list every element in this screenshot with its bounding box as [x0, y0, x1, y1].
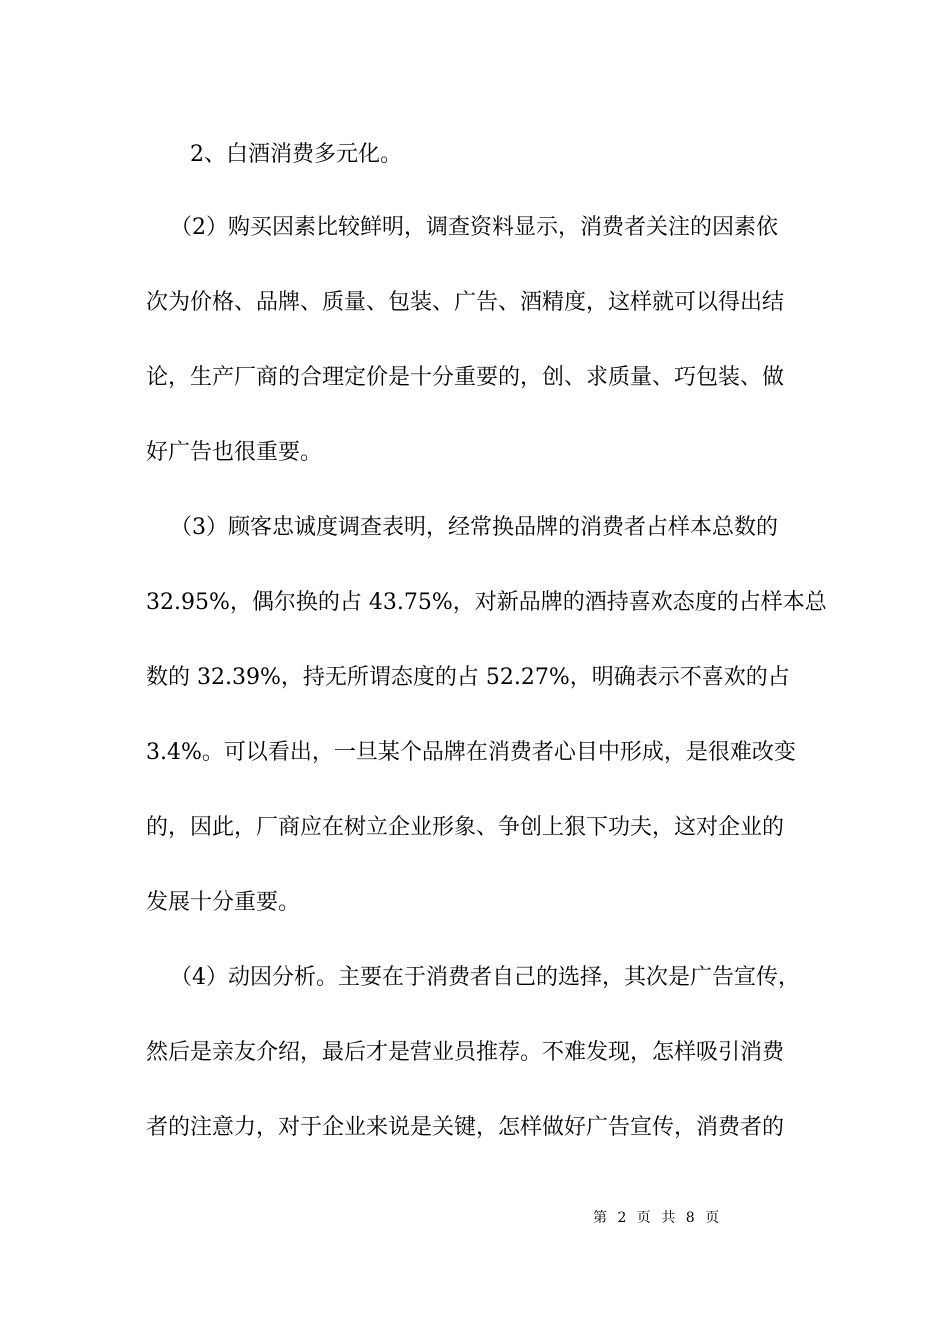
text-line: （2）购买因素比较鲜明，调查资料显示，消费者关注的因素依: [170, 215, 778, 240]
text-line: 的，因此，厂商应在树立企业形象、争创上狠下功夫，这对企业的: [146, 815, 785, 840]
text-line: 32.95%，偶尔换的占 43.75%，对新品牌的酒持喜欢态度的占样本总: [146, 590, 827, 615]
text-line: 次为价格、品牌、质量、包装、广告、酒精度，这样就可以得出结: [146, 290, 785, 315]
text-line: 3.4%。可以看出，一旦某个品牌在消费者心目中形成，是很难改变: [146, 740, 796, 765]
text-line: 数的 32.39%，持无所谓态度的占 52.27%，明确表示不喜欢的占: [146, 665, 790, 690]
text-line: 发展十分重要。: [146, 890, 301, 915]
text-line: 论，生产厂商的合理定价是十分重要的，创、求质量、巧包装、做: [146, 365, 785, 390]
text-line: （3）顾客忠诚度调查表明，经常换品牌的消费者占样本总数的: [170, 515, 778, 540]
text-line: 然后是亲友介绍，最后才是营业员推荐。不难发现，怎样吸引消费: [146, 1040, 785, 1065]
heading-line: 2、白酒消费多元化。: [190, 142, 402, 167]
text-line: 好广告也很重要。: [146, 440, 323, 465]
text-line: 者的注意力，对于企业来说是关键，怎样做好广告宣传，消费者的: [146, 1115, 785, 1140]
text-line: （4）动因分析。主要在于消费者自己的选择，其次是广告宣传，: [170, 965, 800, 990]
page-number-footer: 第 2 页 共 8 页: [593, 1210, 723, 1226]
